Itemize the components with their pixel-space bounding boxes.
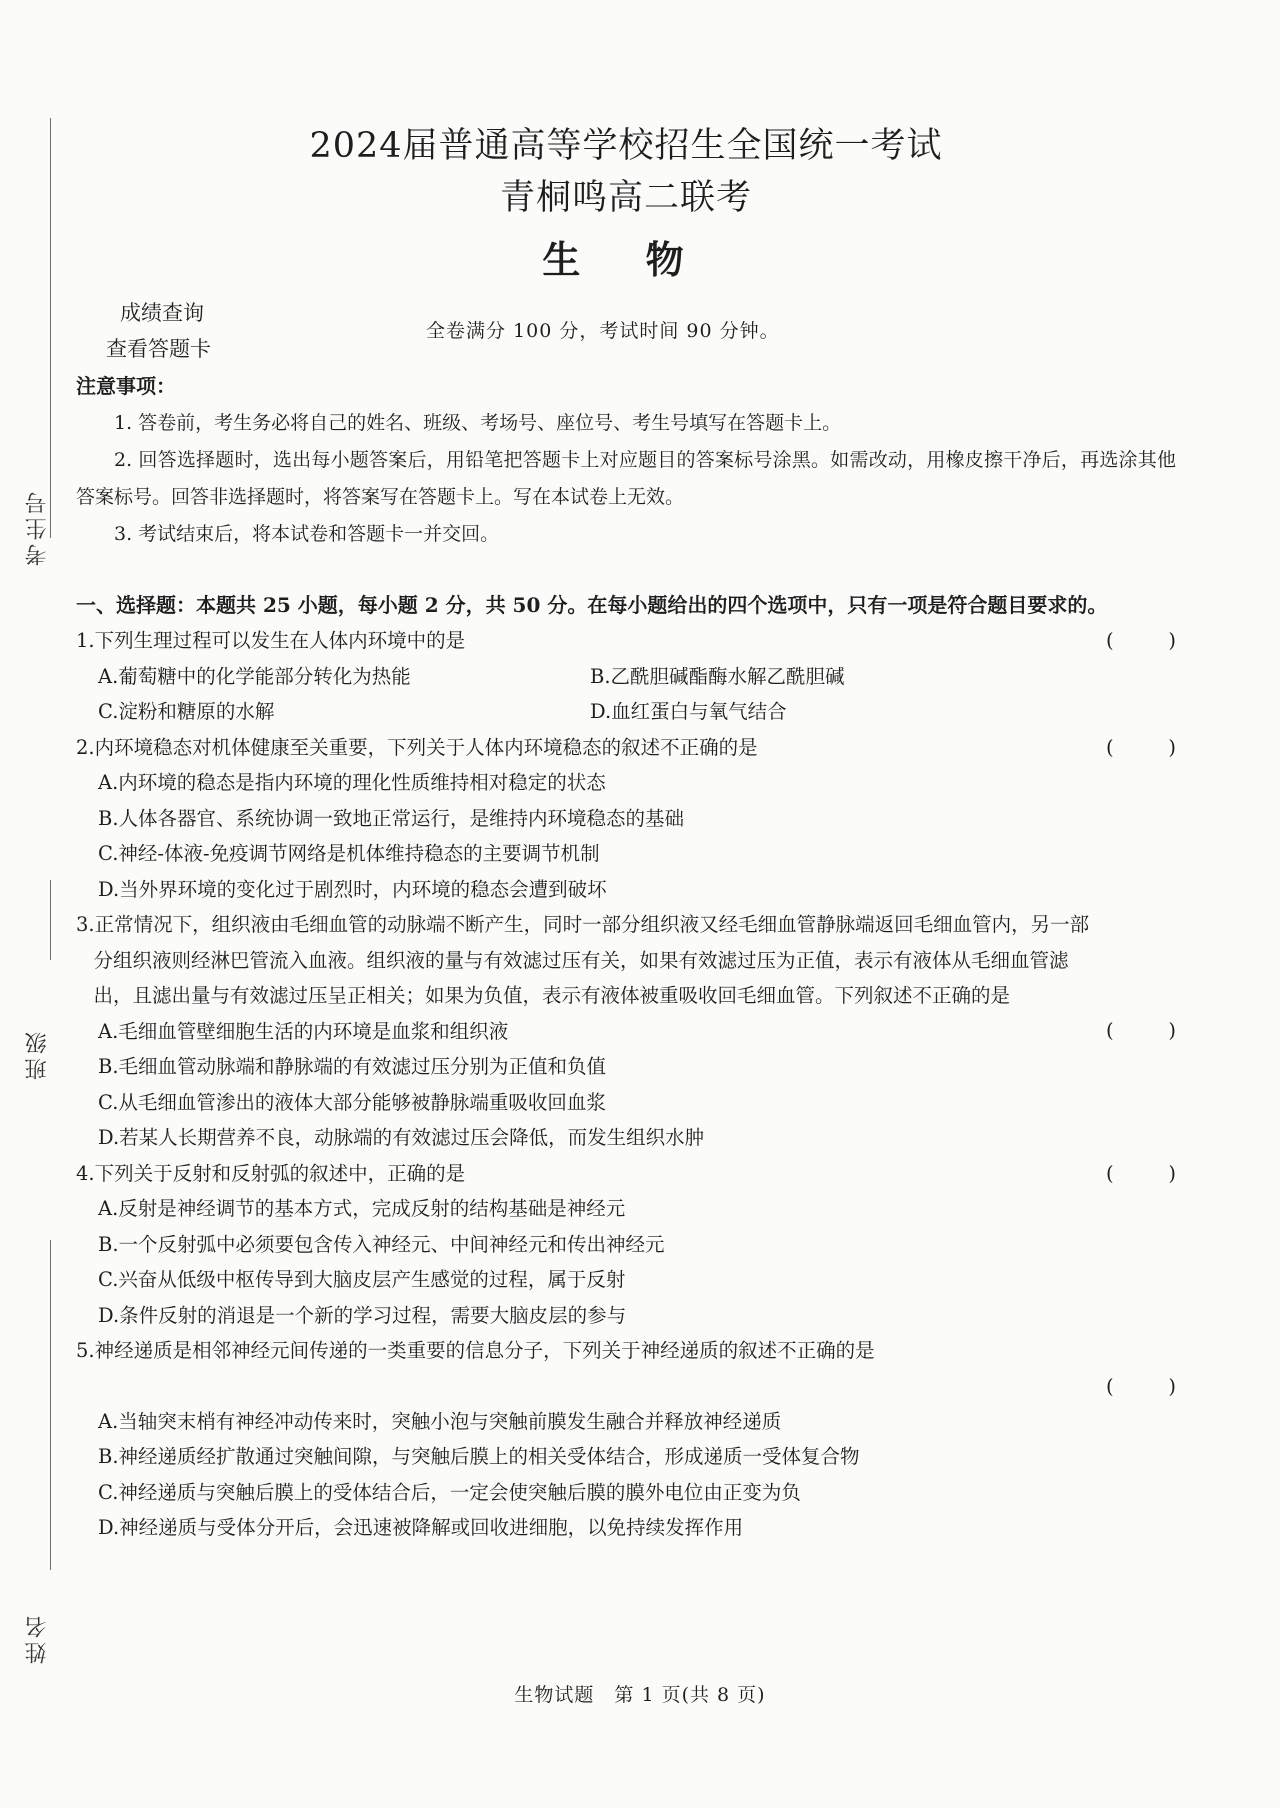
option-b: B.乙酰胆碱酯酶水解乙酰胆碱 [590,664,845,688]
exam-page [76,120,1176,1546]
binding-line-mid [50,880,51,960]
question-3 [76,907,1176,1156]
option-d: D.若某人长期营养不良，动脉端的有效滤过压会降低，而发生组织水肿 [98,1126,705,1149]
option-c: C.神经递质与突触后膜上的受体结合后，一定会使突触后膜的膜外电位由正变为负 [98,1480,801,1504]
question-stem: 3.正常情况下，组织液由毛细血管的动脉端不断产生，同时一部分组织液又经毛细血管静脉端返回毛细血管内，另一部分组织液则经淋巴管流入血液。组织液的量与有效滤过压有关，如果有效滤过压为正值，表示有液体从毛细血管滤出，且滤出量与有效滤过压呈正相关；如果为负值，表示有液体被重吸收回毛细血管。下列叙述不正确的是 [76,913,1090,1007]
class-label: 班级 [25,1028,50,1080]
question-2 [76,730,1176,908]
name-label: 姓名 [25,1612,50,1664]
score-query-link[interactable]: 成绩查询 [120,301,204,325]
option-b: B.一个反射弧中必须要包含传入神经元、中间神经元和传出神经元 [98,1232,665,1256]
question-1 [76,623,1176,730]
question-5 [76,1333,1176,1546]
option-b: B.神经递质经扩散通过突触间隙，与突触后膜上的相关受体结合，形成递质一受体复合物 [98,1445,860,1468]
option-c: C.兴奋从低级中枢传导到大脑皮层产生感觉的过程，属于反射 [98,1268,626,1291]
question-4 [76,1156,1176,1334]
option-d: D.血红蛋白与氧气结合 [590,700,787,723]
title-line-2: 青桐鸣高二联考 [499,178,752,218]
answer-blank: ( ) [1106,629,1176,652]
option-c: C.神经-体液-免疫调节网络是机体维持稳态的主要调节机制 [98,842,600,865]
answer-blank: ( ) [1106,1374,1176,1398]
answer-card-link[interactable]: 查看答题卡 [106,337,211,361]
page-footer: 生物试题 第 1 页(共 8 页) [514,1684,766,1706]
section-heading: 一、选择题：本题共 25 小题，每小题 2 分，共 50 分。在每小题给出的四个选项中，只有一项是符合题目要求的。 [76,593,1108,617]
option-d: D.神经递质与受体分开后，会迅速被降解或回收进细胞，以免持续发挥作用 [98,1516,744,1539]
option-a: A.当轴突末梢有神经冲动传来时，突触小泡与突触前膜发生融合并释放神经递质 [98,1409,782,1433]
option-a: A.内环境的稳态是指内环境的理化性质维持相对稳定的状态 [98,771,606,794]
score-time-info: 全卷满分 100 分，考试时间 90 分钟。 [426,320,780,342]
query-links [106,295,211,367]
subject-title: 生 物 [542,237,710,282]
option-a: A.毛细血管壁细胞生活的内环境是血浆和组织液 [98,1019,509,1043]
exam-title [76,120,1176,224]
note-item: 1. 答卷前，考生务必将自己的姓名、班级、考场号、座位号、考生号填写在答题卡上。 [114,412,842,434]
option-b: B.毛细血管动脉端和静脉端的有效滤过压分别为正值和负值 [98,1055,607,1078]
question-stem: 5.神经递质是相邻神经元间传递的一类重要的信息分子，下列关于神经递质的叙述不正确的是 [76,1339,875,1362]
answer-blank: ( ) [1106,735,1176,759]
option-a: A.葡萄糖中的化学能部分转化为热能 [98,664,411,688]
note-item: 2. 回答选择题时，选出每小题答案后，用铅笔把答题卡上对应题目的答案标号涂黑。如需改动，用橡皮擦干净后，再选涂其他答案标号。回答非选择题时，将答案写在答题卡上。写在本试卷上无效。 [76,449,1176,508]
note-item: 3. 考试结束后，将本试卷和答题卡一并交回。 [114,523,500,545]
question-stem: 1.下列生理过程可以发生在人体内环境中的是 [76,629,466,652]
option-d: D.当外界环境的变化过于剧烈时，内环境的稳态会遭到破坏 [98,877,607,901]
answer-blank: ( ) [1106,1019,1176,1042]
option-d: D.条件反射的消退是一个新的学习过程，需要大脑皮层的参与 [98,1303,627,1327]
exam-number-label: 考生号 [25,488,50,566]
notes-heading: 注意事项： [76,374,176,398]
question-stem: 4.下列关于反射和反射弧的叙述中，正确的是 [76,1161,466,1185]
binding-line-top [50,118,51,538]
option-c: C.淀粉和糖原的水解 [98,700,275,723]
binding-line-bottom [50,1240,51,1570]
title-line-1: 2024届普通高等学校招生全国统一考试 [309,126,943,166]
option-a: A.反射是神经调节的基本方式，完成反射的结构基础是神经元 [98,1197,626,1220]
option-c: C.从毛细血管渗出的液体大部分能够被静脉端重吸收回血浆 [98,1090,606,1114]
option-b: B.人体各器官、系统协调一致地正常运行，是维持内环境稳态的基础 [98,806,685,830]
question-stem: 2.内环境稳态对机体健康至关重要，下列关于人体内环境稳态的叙述不正确的是 [76,735,758,759]
answer-blank: ( ) [1106,1161,1176,1185]
notes-section [76,368,1176,553]
